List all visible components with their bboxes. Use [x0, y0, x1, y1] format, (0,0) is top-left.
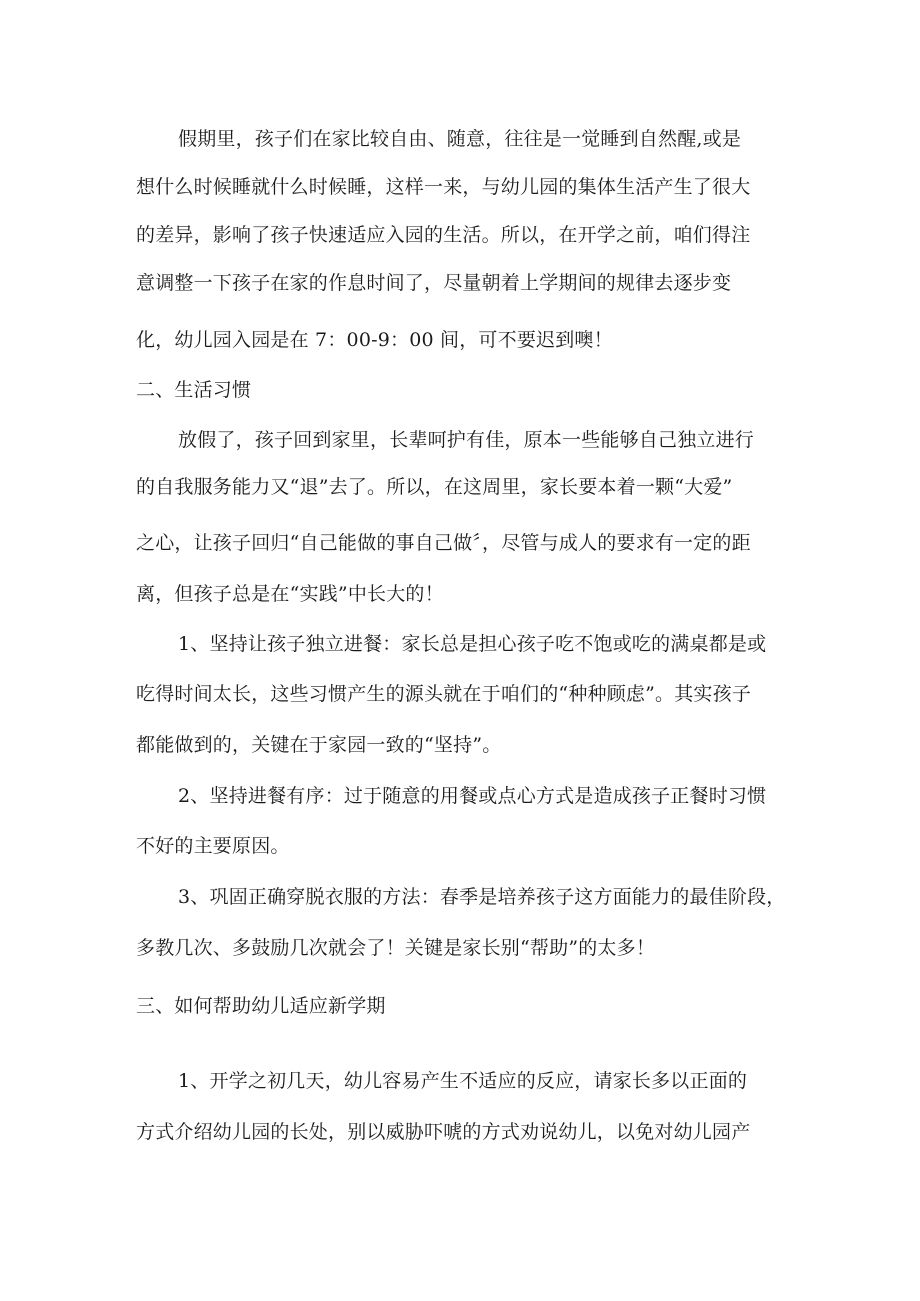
paragraph-line: 假期里，孩子们在家比较自由、随意，往往是一觉睡到自然醒,或是: [178, 128, 742, 150]
paragraph-line: 2、坚持进餐有序：过于随意的用餐或点心方式是造成孩子正餐时习惯: [178, 785, 767, 807]
paragraph-line: 1、坚持让孩子独立进餐：家长总是担心孩子吃不饱或吃的满桌都是或: [178, 633, 767, 655]
paragraph-line: 离，但孩子总是在“实践”中长大的！: [136, 583, 444, 605]
paragraph-line: 想什么时候睡就什么时候睡，这样一来，与幼儿园的集体生活产生了很大: [136, 176, 751, 198]
paragraph-line: 吃得时间太长，这些习惯产生的源头就在于咱们的“种种顾虑”。其实孩子: [136, 683, 752, 705]
section-heading: 二、生活习惯: [136, 379, 252, 401]
paragraph-line: 3、巩固正确穿脱衣服的方法：春季是培养孩子这方面能力的最佳阶段，: [178, 886, 786, 908]
paragraph-line: 放假了，孩子回到家里，长辈呵护有佳，原本一些能够自己独立进行: [178, 429, 755, 451]
paragraph-line: 的自我服务能力又“退”去了。所以，在这周里，家长要本着一颗“大爱”: [136, 476, 733, 498]
paragraph-line: 都能做到的，关键在于家园一致的“坚持”。: [136, 734, 502, 756]
section-heading: 三、如何帮助幼儿适应新学期: [136, 995, 386, 1017]
paragraph-line: 方式介绍幼儿园的长处，别以威胁吓唬的方式劝说幼儿，以免对幼儿园产: [136, 1121, 751, 1143]
paragraph-line: 多教几次、多鼓励几次就会了！关键是家长别“帮助”的太多！: [136, 937, 656, 959]
paragraph-line: 的差异，影响了孩子快速适应入园的生活。所以，在开学之前，咱们得注: [136, 224, 751, 246]
paragraph-line: 之心，让孩子回归“自己能做的事自己做〞，尽管与成人的要求有一定的距: [136, 532, 751, 554]
paragraph-line: 化，幼儿园入园是在 7：00-9：00 间，可不要迟到噢！: [136, 329, 613, 351]
paragraph-line: 不好的主要原因。: [136, 835, 290, 857]
paragraph-line: 意调整一下孩子在家的作息时间了，尽量朝着上学期间的规律去逐步变: [136, 272, 732, 294]
paragraph-line: 1、开学之初几天，幼儿容易产生不适应的反应，请家长多以正面的: [178, 1070, 748, 1092]
